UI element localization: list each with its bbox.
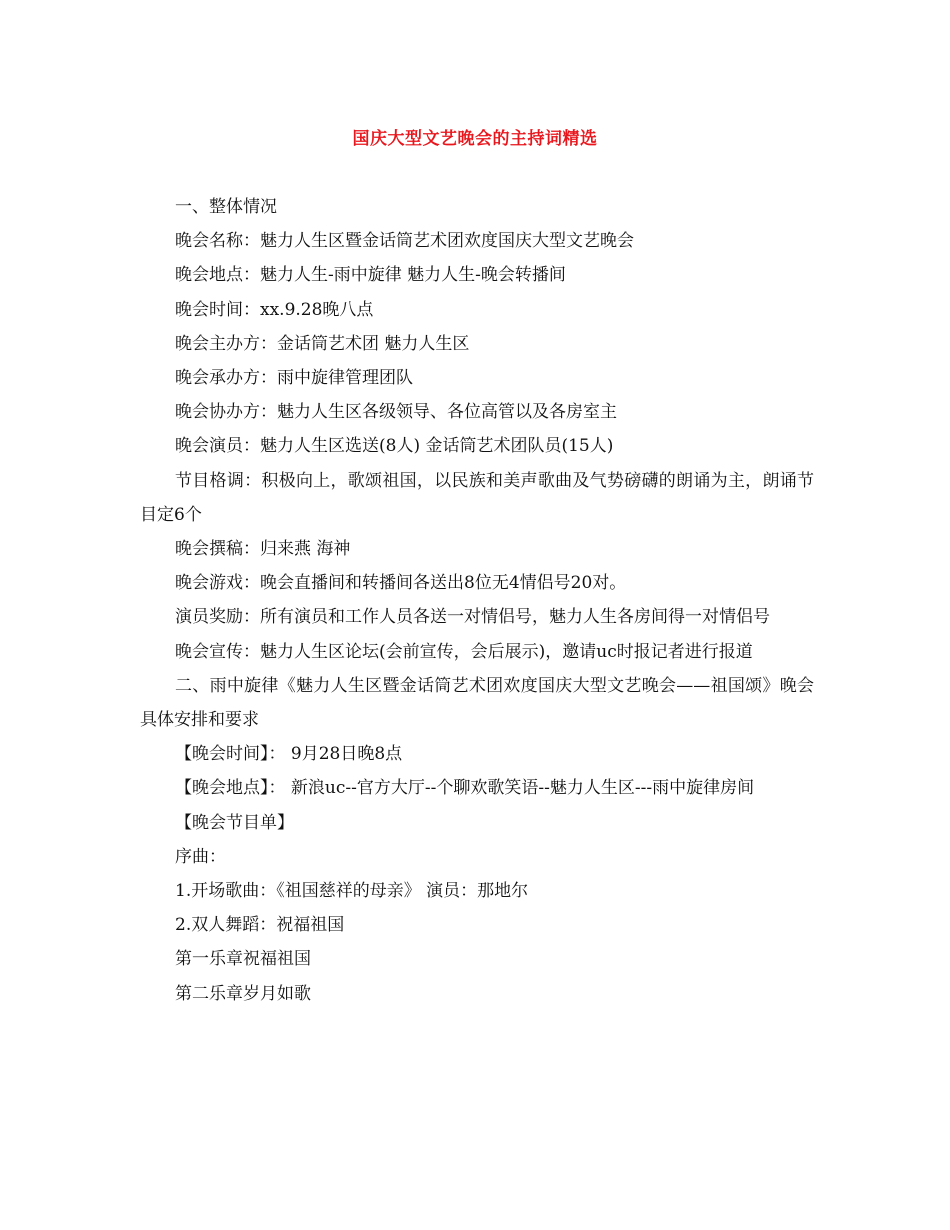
paragraph-games: 晚会游戏：晚会直播间和转播间各送出8位无4情侣号20对。 [175, 573, 627, 594]
paragraph-script-writers: 晚会撰稿：归来燕 海神 [175, 539, 351, 560]
paragraph-program-style: 节目格调：积极向上，歌颂祖国，以民族和美声歌曲及气势磅礴的朗诵为主，朗诵节目定6个 [140, 470, 814, 525]
paragraph-performers: 晚会演员：魅力人生区选送(8人) 金话筒艺术团队员(15人) [175, 436, 614, 457]
paragraph-overture: 序曲： [175, 846, 226, 867]
paragraph-event-venue: 晚会地点：魅力人生-雨中旋律 魅力人生-晚会转播间 [175, 265, 566, 286]
paragraph-schedule-venue: 【晚会地点】： 新浪uc--官方大厅--个聊欢歌笑语--魅力人生区---雨中旋律房间 [175, 778, 755, 799]
program-chapter-2: 第二乐章岁月如歌 [175, 983, 311, 1004]
program-item-2: 2.双人舞蹈：祝福祖国 [175, 915, 345, 936]
paragraph-promotion: 晚会宣传：魅力人生区论坛(会前宣传，会后展示)，邀请uc时报记者进行报道 [175, 641, 753, 662]
document-title: 国庆大型文艺晚会的主持词精选 [352, 129, 598, 149]
paragraph-event-name: 晚会名称：魅力人生区暨金话筒艺术团欢度国庆大型文艺晚会 [175, 231, 634, 252]
paragraph-organizer: 晚会主办方：金话筒艺术团 魅力人生区 [175, 333, 470, 354]
section-heading-overview: 一、整体情况 [175, 197, 277, 217]
section-heading-arrangement: 二、雨中旋律《魅力人生区暨金话筒艺术团欢度国庆大型文艺晚会——祖国颂》晚会具体安排和要求 [140, 675, 814, 731]
paragraph-event-time: 晚会时间：xx.9.28晚八点 [175, 299, 374, 320]
paragraph-schedule-time: 【晚会时间】： 9月28日晚8点 [175, 744, 403, 765]
paragraph-host: 晚会承办方：雨中旋律管理团队 [175, 368, 413, 389]
program-item-1: 1.开场歌曲：《祖国慈祥的母亲》 演员：那地尔 [175, 881, 529, 902]
paragraph-rewards: 演员奖励：所有演员和工作人员各送一对情侣号，魅力人生各房间得一对情侣号 [175, 607, 770, 628]
document-body [140, 190, 814, 1011]
paragraph-program-list-heading: 【晚会节目单】 [175, 812, 294, 833]
program-chapter-1: 第一乐章祝福祖国 [175, 949, 311, 970]
paragraph-co-organizer: 晚会协办方：魅力人生区各级领导、各位高管以及各房室主 [175, 402, 617, 423]
